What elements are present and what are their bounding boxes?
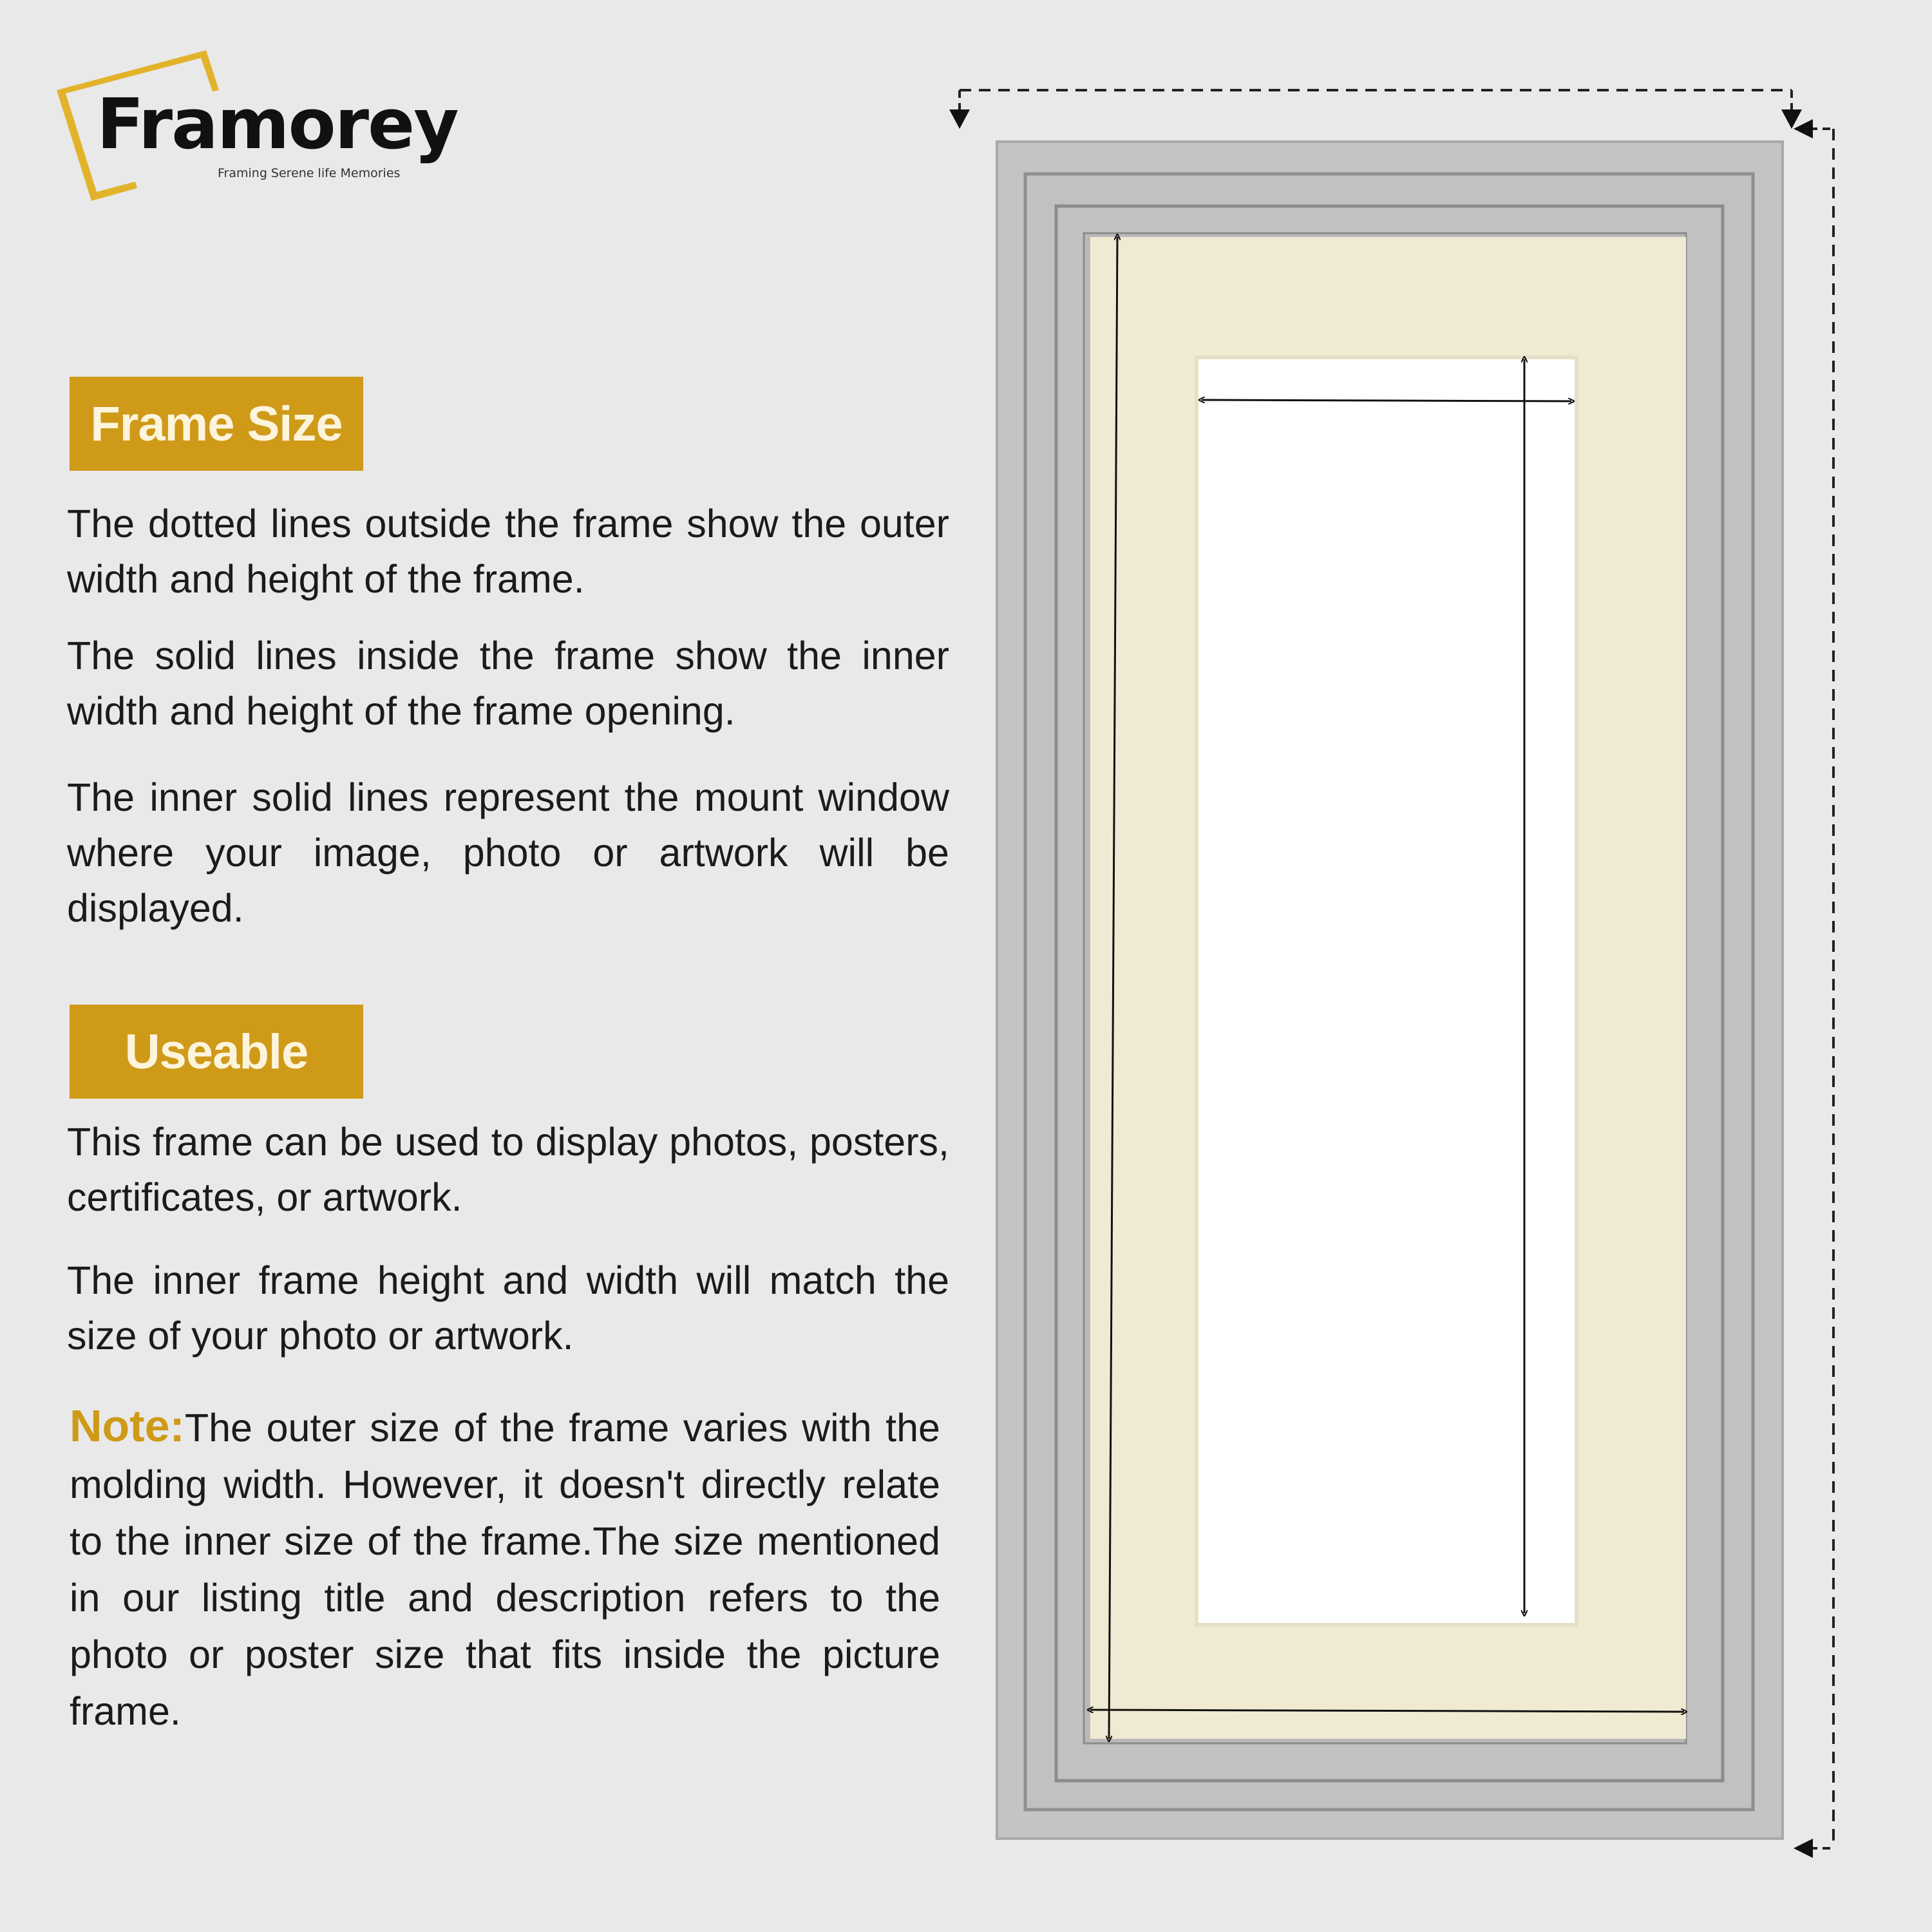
brand-logo	[52, 45, 464, 213]
note-text: The outer size of the frame varies with the molding width. However, it doesn't directly relate to the inner size of the frame.The size mentioned in our listing title and description refers to the photo or poster size that fits inside the picture frame.	[70, 1406, 940, 1733]
frame-size-paragraph-1: The dotted lines outside the frame show the outer width and height of the frame.	[67, 502, 949, 601]
useable-heading: Useable	[70, 1005, 363, 1099]
note-label: Note:	[70, 1401, 185, 1451]
useable-paragraph-2: The inner frame height and width will match the size of your photo or artwork.	[67, 1258, 949, 1358]
frame-size-paragraph-3: The inner solid lines represent the mount window where your image, photo or artwork will be displayed.	[67, 775, 949, 930]
frame-diagram	[940, 64, 1887, 1880]
dashed-outer-width-arrow-icon	[949, 90, 1802, 129]
useable-paragraph-1: This frame can be used to display photos, posters, certificates, or artwork.	[67, 1120, 949, 1219]
frame-size-heading: Frame Size	[70, 377, 363, 471]
mount-window-width-arrow-icon	[1202, 400, 1571, 401]
note-paragraph	[70, 1397, 940, 1739]
brand-tagline: Framing Serene life Memories	[218, 166, 401, 180]
frame-size-paragraph-2: The solid lines inside the frame show the inner width and height of the frame opening.	[67, 634, 949, 733]
mount-window	[1197, 357, 1577, 1625]
dashed-outer-height-arrow-icon	[1794, 119, 1833, 1858]
frame-illustration	[940, 64, 1887, 1880]
brand-name: Framorey	[97, 84, 458, 165]
